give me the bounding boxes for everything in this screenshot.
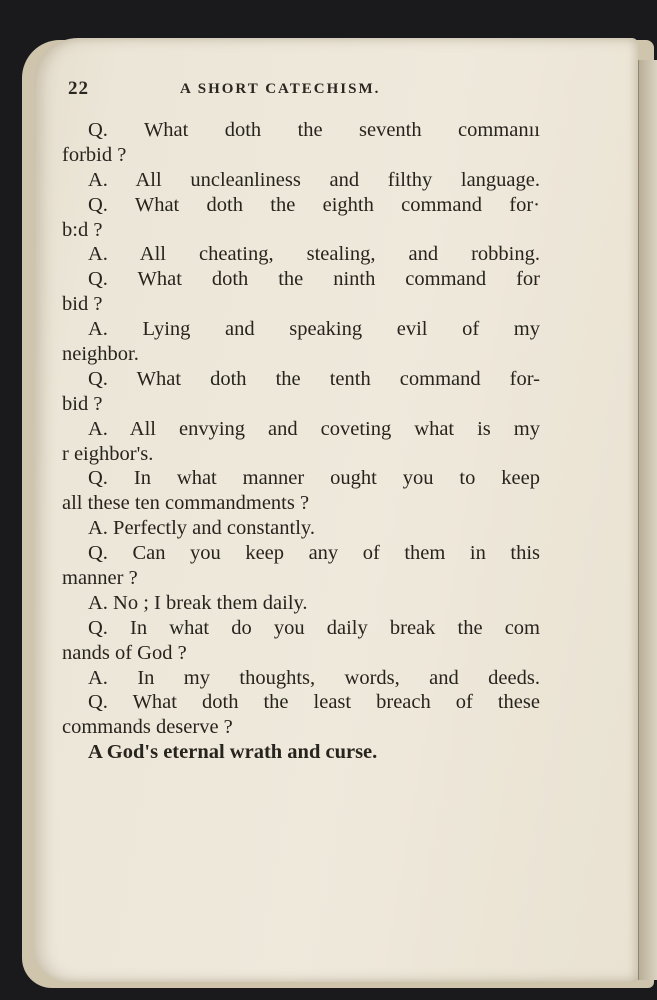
text-line: all these ten commandments ? xyxy=(62,492,310,515)
text-line: forbid ? xyxy=(62,143,127,166)
text-line: A. No ; I break them daily. xyxy=(88,591,308,614)
text-line: manner ? xyxy=(62,567,138,590)
text-line: A. All cheating, stealing, and robbing. xyxy=(88,243,540,266)
text-line: Q. What doth the eighth command for· xyxy=(88,193,540,216)
text-line: Q. What doth the ninth command for xyxy=(88,268,540,291)
facing-page-edge xyxy=(638,60,657,980)
catechism-text xyxy=(62,118,540,765)
text-line: bid ? xyxy=(62,293,103,316)
text-line: A. All envying and coveting what is my xyxy=(88,417,540,440)
text-line: A. Perfectly and constantly. xyxy=(88,517,315,540)
text-line: Q. What doth the seventh commanıı xyxy=(88,119,540,141)
text-line: Q. Can you keep any of them in this xyxy=(88,542,540,565)
text-line: neighbor. xyxy=(62,343,139,366)
text-line: Q. In what do you daily break the com xyxy=(88,616,540,639)
text-line: Q. In what manner ought you to keep xyxy=(88,467,540,490)
page-header xyxy=(68,78,605,104)
text-line: A. Lying and speaking evil of my xyxy=(88,318,540,341)
text-line: r eighbor's. xyxy=(62,442,154,465)
running-head: A SHORT CATECHISM. xyxy=(180,81,381,97)
text-line: Q. What doth the tenth command for- xyxy=(88,367,540,390)
text-line: bid ? xyxy=(62,392,103,415)
text-line: A. All uncleanliness and filthy language. xyxy=(88,168,540,191)
text-line: Q. What doth the least breach of these xyxy=(88,691,540,714)
page-number: 22 xyxy=(68,78,89,99)
text-line: nands of God ? xyxy=(62,641,187,664)
text-line: A. In my thoughts, words, and deeds. xyxy=(88,666,540,689)
text-line: commands deserve ? xyxy=(62,716,233,739)
text-line: A God's eternal wrath and curse. xyxy=(88,741,378,764)
text-line: b:d ? xyxy=(62,218,103,241)
